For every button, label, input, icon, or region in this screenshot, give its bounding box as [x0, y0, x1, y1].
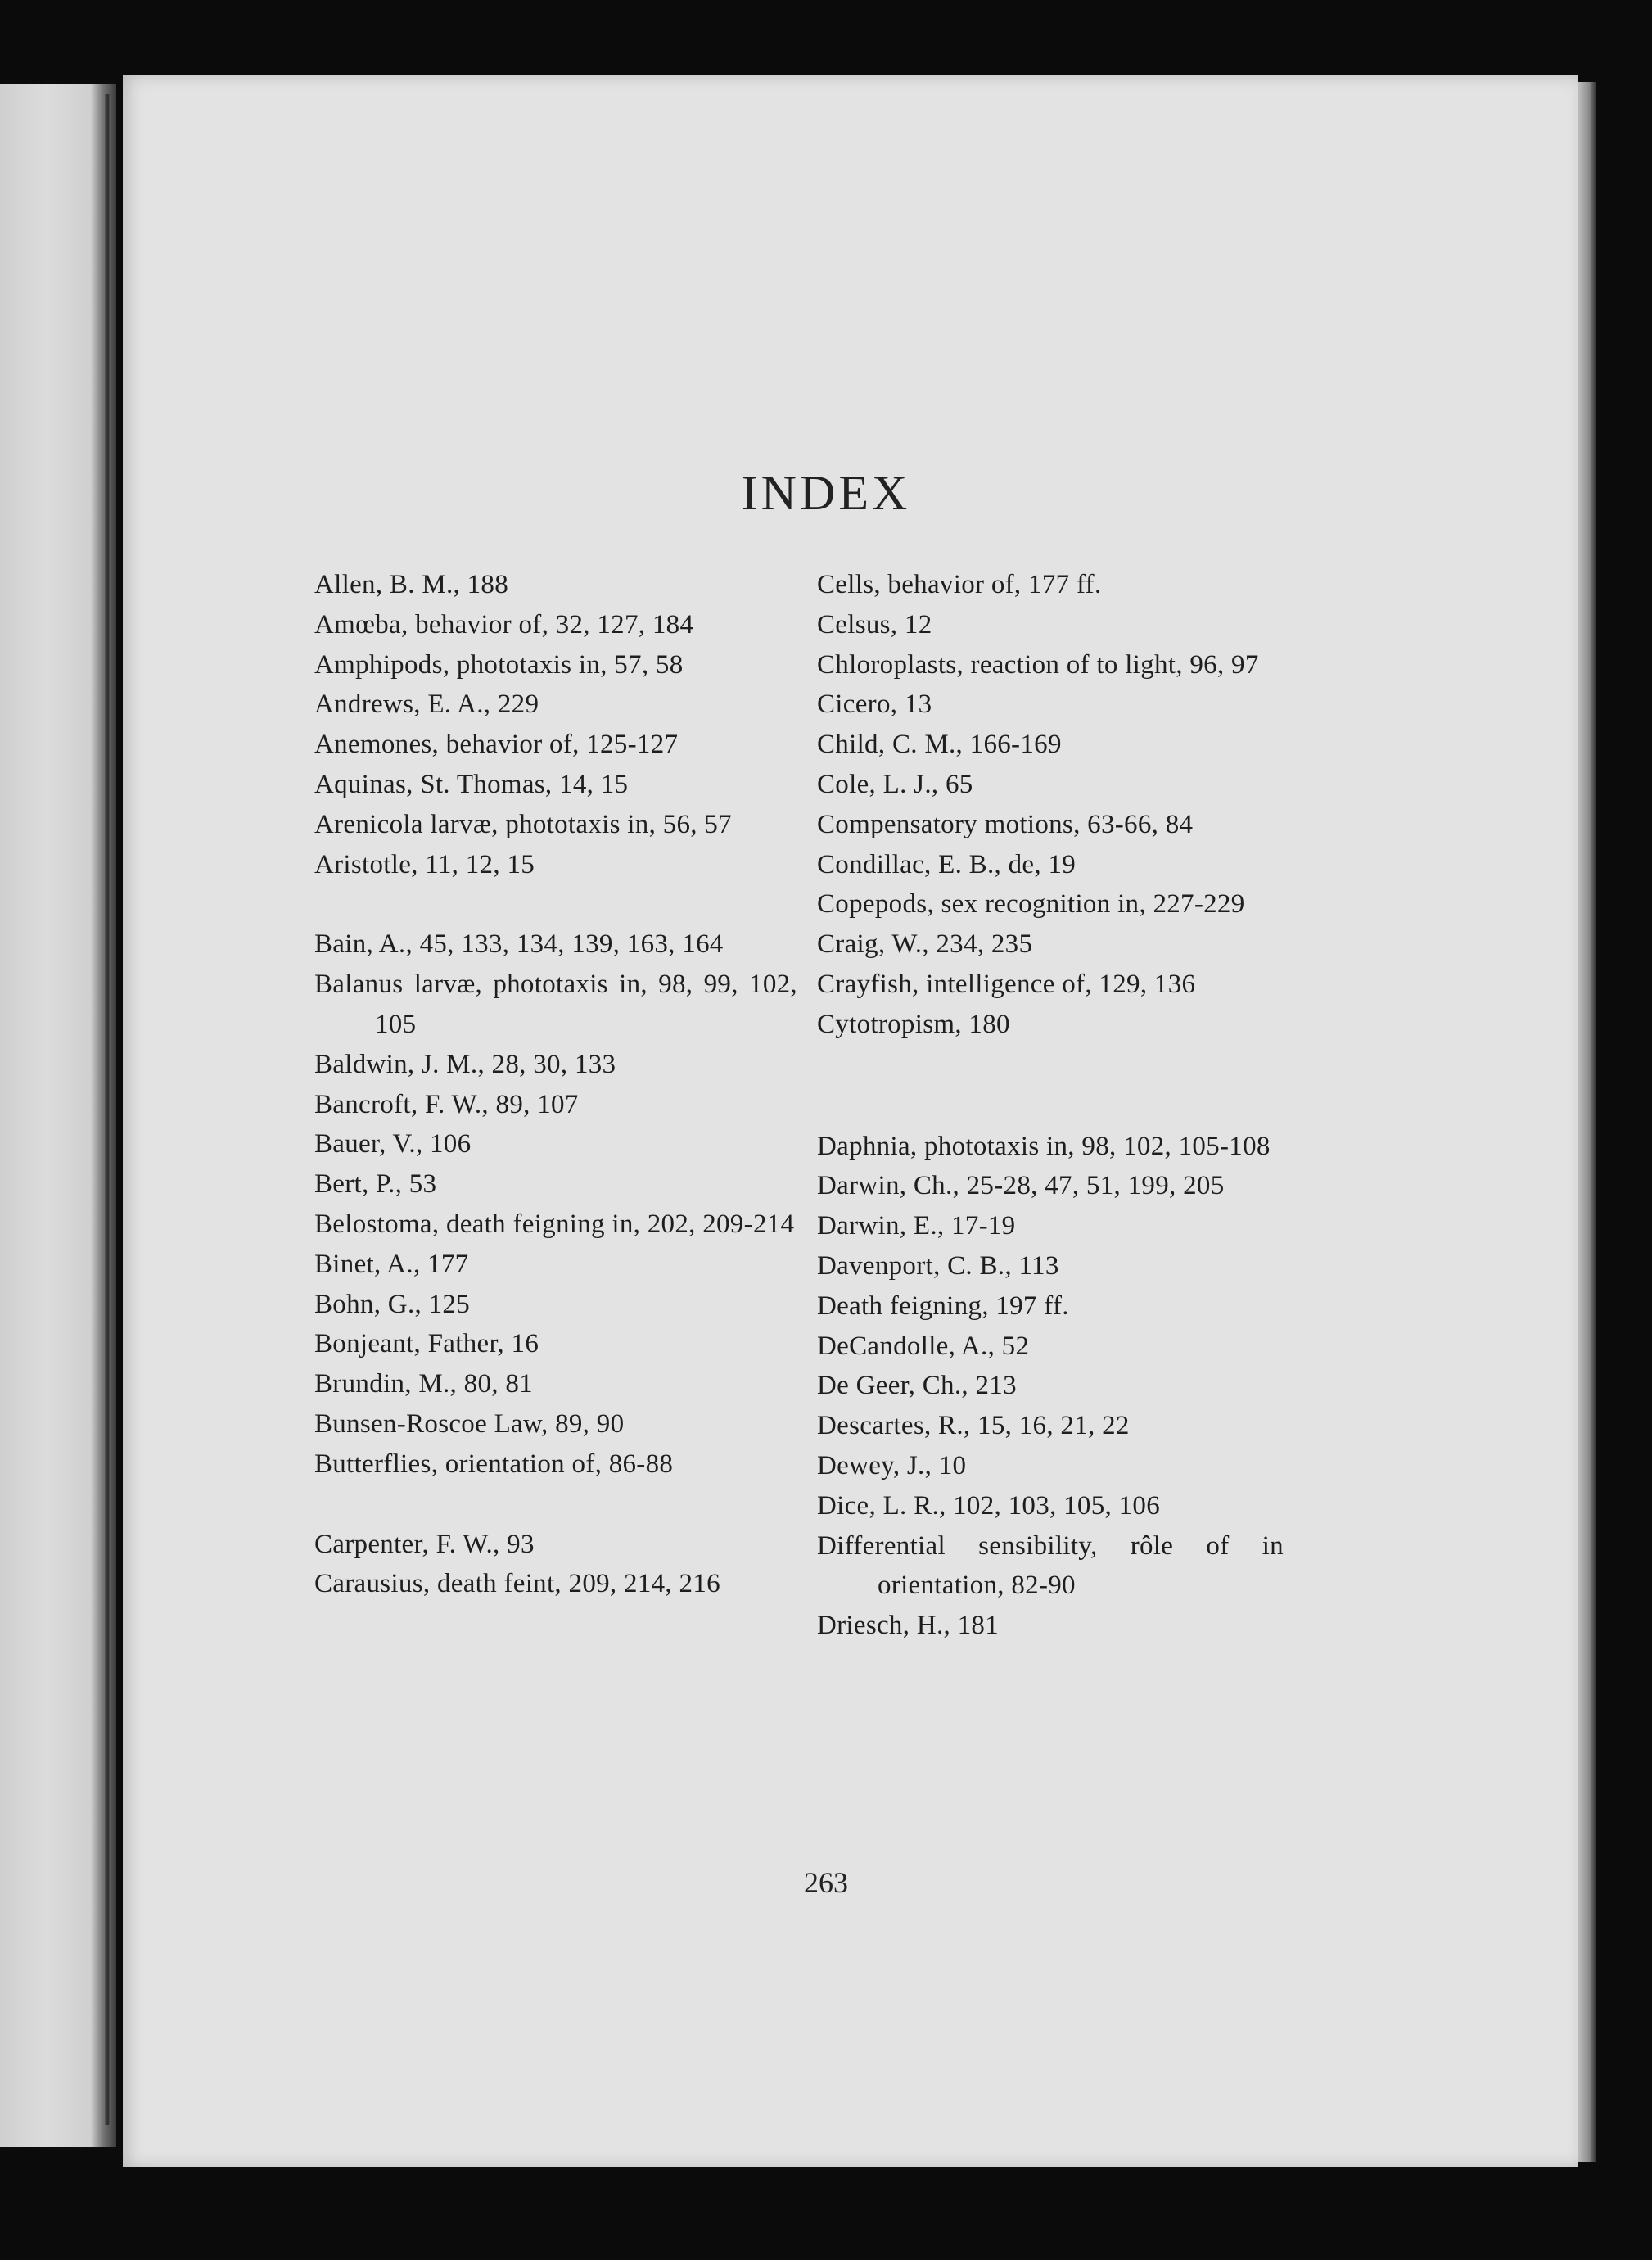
index-entry: Amphipods, phototaxis in, 57, 58 [314, 649, 684, 680]
index-entry: Brundin, M., 80, 81 [314, 1369, 533, 1399]
index-entry: Allen, B. M., 188 [314, 570, 509, 599]
index-entry: Daphnia, phototaxis in, 98, 102, 105-108 [817, 1131, 1271, 1161]
index-entry: Anemones, behavior of, 125-127 [314, 730, 679, 760]
index-entry: Davenport, C. B., 113 [817, 1250, 1059, 1281]
index-entry: Darwin, Ch., 25-28, 47, 51, 199, 205 [817, 1171, 1225, 1201]
index-entry: Butterflies, orientation of, 86-88 [314, 1449, 674, 1479]
index-entry: Driesch, H., 181 [817, 1611, 1000, 1641]
index-column-right [817, 565, 1284, 1646]
facing-page-edge [0, 84, 116, 2147]
index-entry: Amœba, behavior of, 32, 127, 184 [314, 609, 694, 640]
letter-section-gap [314, 884, 797, 924]
index-entry: Cicero, 13 [817, 689, 932, 720]
index-entry: Compensatory motions, 63-66, 84 [817, 809, 1194, 839]
index-entry: Darwin, E., 17-19 [817, 1211, 1016, 1241]
index-entry: Child, C. M., 166-169 [817, 730, 1062, 760]
index-entry: Carausius, death feint, 209, 214, 216 [314, 1569, 720, 1599]
index-entry: Chloroplasts, reaction of to light, 96, 97 [817, 649, 1259, 680]
index-entry: Cells, behavior of, 177 ff. [817, 570, 1102, 599]
index-entry: Craig, W., 234, 235 [817, 929, 1033, 960]
index-entry: Aristotle, 11, 12, 15 [314, 849, 535, 879]
index-entry: Bancroft, F. W., 89, 107 [314, 1089, 579, 1119]
index-entry: Aquinas, St. Thomas, 14, 15 [314, 769, 629, 799]
index-entry: Bonjeant, Father, 16 [314, 1329, 539, 1359]
index-entry: Crayfish, intelligence of, 129, 136 [817, 969, 1196, 999]
index-entry: Condillac, E. B., de, 19 [817, 849, 1077, 879]
index-entry: Belostoma, death feigning in, 202, 209-214 [314, 1209, 795, 1239]
index-entry: Dewey, J., 10 [817, 1450, 967, 1480]
index-entry: Bauer, V., 106 [314, 1129, 472, 1159]
index-entry: Copepods, sex recognition in, 227-229 [817, 889, 1245, 920]
index-entry: Dice, L. R., 102, 103, 105, 106 [817, 1490, 1161, 1521]
index-entry: Descartes, R., 15, 16, 21, 22 [817, 1411, 1130, 1441]
letter-section-gap [314, 1485, 797, 1525]
index-entry: Carpenter, F. W., 93 [314, 1529, 535, 1559]
index-entry: Bain, A., 45, 133, 134, 139, 163, 164 [314, 929, 724, 960]
index-entry: DeCandolle, A., 52 [817, 1331, 1030, 1361]
index-entry: Andrews, E. A., 229 [314, 689, 539, 720]
page-title: INDEX [741, 466, 911, 521]
index-entry: Binet, A., 177 [314, 1249, 469, 1279]
index-entry: Baldwin, J. M., 28, 30, 133 [314, 1049, 616, 1079]
index-entry: Differential sensibility, rôle of in orientation, 82-90 [817, 1530, 1284, 1601]
index-entry: Cole, L. J., 65 [817, 769, 973, 799]
index-entry: Bohn, G., 125 [314, 1289, 470, 1319]
page-stack-edge [1578, 82, 1596, 2162]
index-entry: Balanus larvæ, phototaxis in, 98, 99, 102, 105 [314, 970, 797, 1039]
index-entry: De Geer, Ch., 213 [817, 1371, 1017, 1401]
index-entry: Celsus, 12 [817, 609, 932, 640]
index-entry: Bunsen-Roscoe Law, 89, 90 [314, 1408, 625, 1439]
index-entry: Cytotropism, 180 [817, 1009, 1010, 1039]
index-entry: Bert, P., 53 [314, 1169, 437, 1200]
book-gutter [105, 94, 111, 2125]
index-column-left [314, 565, 797, 1604]
letter-section-gap [817, 1045, 1284, 1127]
page-number: 263 [804, 1866, 848, 1899]
index-entry: Arenicola larvæ, phototaxis in, 56, 57 [314, 809, 732, 839]
index-entry: Death feigning, 197 ff. [817, 1290, 1069, 1321]
